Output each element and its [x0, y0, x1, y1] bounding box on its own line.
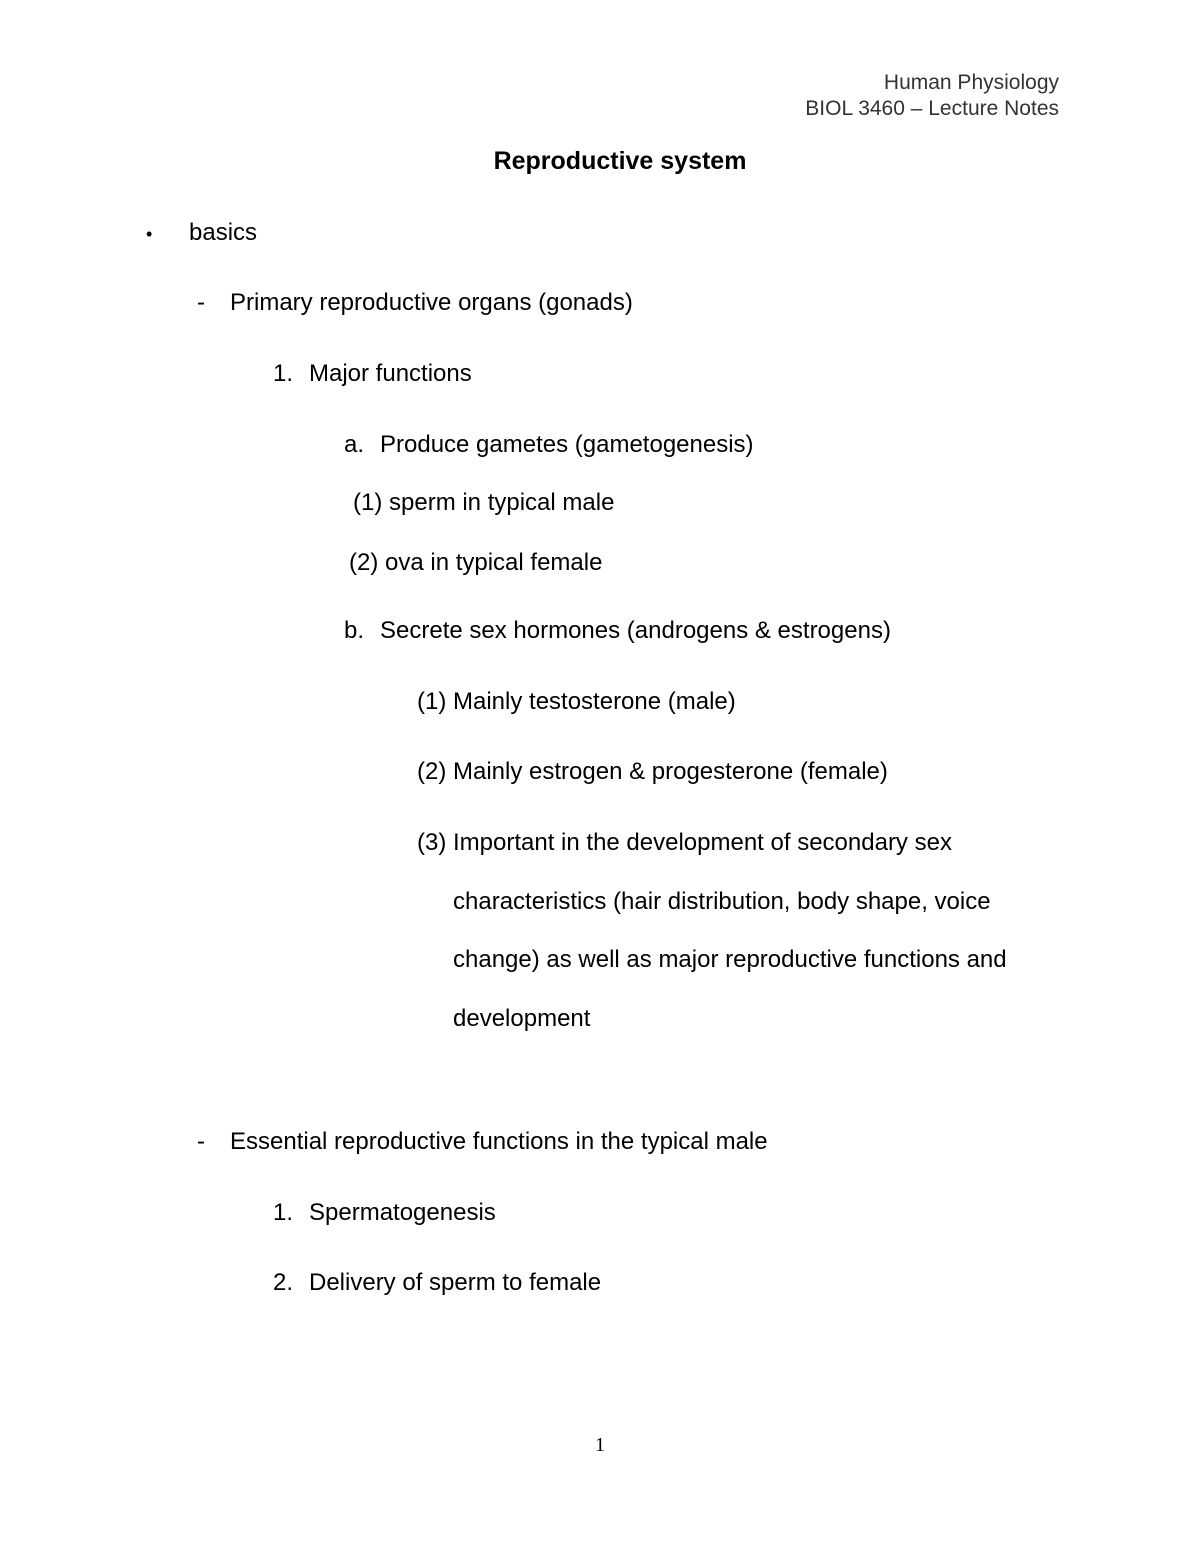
item-delivery: Delivery of sperm to female: [309, 1269, 602, 1296]
item-testosterone: Mainly testosterone (male): [453, 688, 736, 715]
item-spermatogenesis: Spermatogenesis: [309, 1199, 496, 1226]
item-important-line: change) as well as major reproductive functions and: [453, 946, 1007, 973]
item-important-line: characteristics (hair distribution, body shape, voice: [453, 888, 991, 915]
list-paren-number: (2): [417, 758, 447, 785]
item-produce-gametes: Produce gametes (gametogenesis): [380, 431, 754, 458]
document-title: Reproductive system: [493, 147, 747, 175]
dash-marker: -: [197, 1128, 205, 1155]
item-ova: (2) ova in typical female: [349, 549, 603, 576]
list-number: 2.: [273, 1269, 294, 1296]
item-sperm: (1) sperm in typical male: [353, 489, 615, 516]
subsection-primary-organs: Primary reproductive organs (gonads): [230, 289, 633, 316]
list-number: 1.: [273, 360, 294, 387]
item-secrete-hormones: Secrete sex hormones (androgens & estrogens): [380, 617, 891, 644]
item-important-line: development: [453, 1005, 591, 1032]
list-paren-number: (1): [417, 688, 447, 715]
course-name: Human Physiology: [883, 71, 1059, 94]
section-basics: basics: [189, 219, 258, 246]
course-code: BIOL 3460 – Lecture Notes: [805, 97, 1059, 120]
list-letter: a.: [344, 431, 365, 458]
bullet-marker: •: [146, 224, 153, 244]
item-major-functions: Major functions: [309, 360, 472, 387]
item-estrogen: Mainly estrogen & progesterone (female): [453, 758, 888, 785]
subsection-essential-male: Essential reproductive functions in the typical male: [230, 1128, 768, 1155]
page-number: 1: [595, 1434, 605, 1456]
dash-marker: -: [197, 289, 205, 316]
page-header: [805, 70, 1059, 122]
item-important-line: Important in the development of secondary sex: [453, 829, 952, 856]
list-number: 1.: [273, 1199, 294, 1226]
list-letter: b.: [344, 617, 365, 644]
list-paren-number: (3): [417, 829, 447, 856]
